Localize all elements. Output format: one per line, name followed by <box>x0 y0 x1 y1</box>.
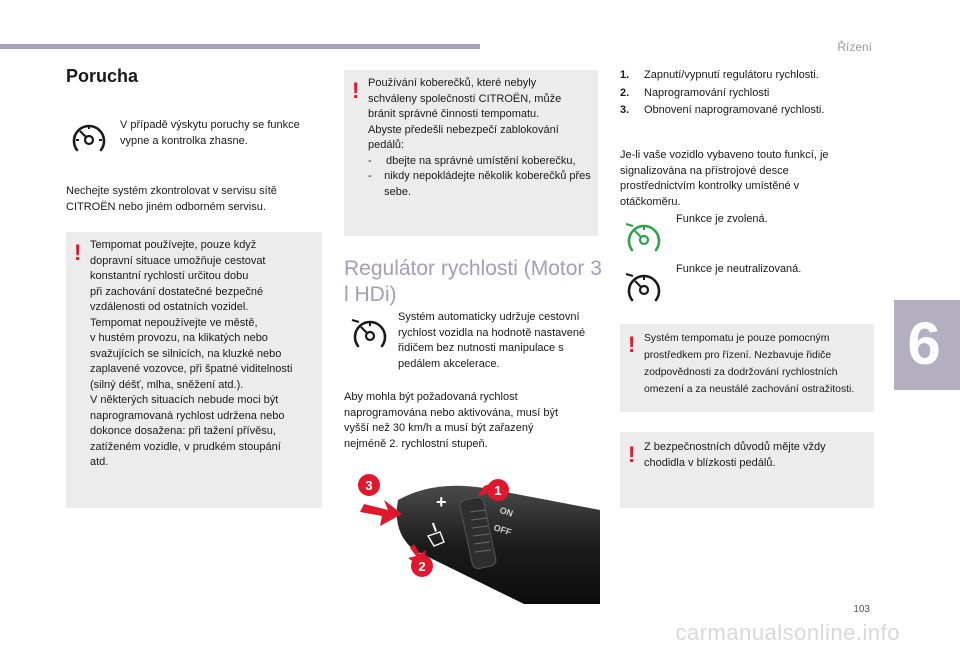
plus-mark: + <box>436 492 447 512</box>
warning-text-assist: Systém tempomatu je pouze pomocným prostředkem pro řízení. Nezbavuje řidiče zodpovědnosti za dodržování rychlostních omezení a za neustálé zachování ostražitosti. <box>644 333 855 395</box>
cruise-control-fault-icon <box>70 120 108 158</box>
chapter-number: 6 <box>907 310 941 377</box>
warning-mark: ! <box>628 332 636 357</box>
warning-box-usage <box>66 232 322 508</box>
fault-text: V případě výskytu poruchy se funkce vypne a kontrolka zhasne. <box>120 119 300 147</box>
cruise-neutral-icon <box>622 268 664 310</box>
warning-text-pedals: Z bezpečnostních důvodů mějte vždy chodidla v blízkosti pedálů. <box>644 441 826 469</box>
svg-text:1: 1 <box>494 483 502 498</box>
warning-box-assist <box>620 324 874 412</box>
warning-text-usage: Tempomat používejte, pouze když dopravní situace umožňuje cestovat konstantní rychlostí určitou dobu při zachování dostatečné bezpečné vzdálenosti od ostatních vozidel. Tempomat nepoužívejte ve městě, v hustém provozu, na klikatých nebo svažujících se silnicích, na kluzké nebo zaplavené vozovce, při špatné viditelnosti (silný déšť, mlha, sněžení atd.). V některých situacích nebude moci být naprogramovaná rychlost udržena nebo dokonce dosažena: při tažení přívěsu, zatíženém vozidle, v prudkém stoupání atd. <box>90 239 293 468</box>
on-label: ON <box>498 504 515 519</box>
fault-heading: Porucha <box>66 66 139 86</box>
controls-list <box>620 68 870 119</box>
speed-limiter-heading: Regulátor rychlosti (Motor 3 l HDi) <box>344 257 602 306</box>
watermark: carmanualsonline.info <box>675 620 900 645</box>
page-number: 103 <box>853 604 870 615</box>
list-item: 1. Zapnutí/vypnutí regulátoru rychlosti. <box>620 69 819 81</box>
selected-text: Funkce je zvolená. <box>676 213 768 225</box>
service-text: Nechejte systém zkontrolovat v servisu sítě CITROËN nebo jiném odborném servisu. <box>66 185 277 213</box>
off-label: OFF <box>492 522 513 538</box>
svg-text:3: 3 <box>365 478 373 493</box>
warning-box-pedals <box>620 432 874 508</box>
svg-text:2: 2 <box>418 559 426 574</box>
neutral-text: Funkce je neutralizovaná. <box>676 263 802 275</box>
top-accent-bar <box>0 44 480 49</box>
cruise-control-stalk-illustration <box>354 470 600 604</box>
warning-mark: ! <box>628 442 636 467</box>
cruise-control-icon <box>348 314 390 356</box>
warning-text-mats: Používání koberečků, které nebyly schváleny společností CITROËN, může bránit správné činnosti tempomatu. Abyste předešli nebezpečí zablokování pedálů: - dbejte na správné umístění koberečku, - nikdy nepokládejte několik koberečků přes sebe. <box>368 77 591 198</box>
list-item: 2. Naprogramování rychlosti <box>620 86 770 99</box>
warning-box-mats <box>344 70 598 236</box>
programming-text: Aby mohla být požadovaná rychlost naprogramována nebo aktivována, musí být vyšší než 30 km/h a musí být zařazený nejméně 2. rychlostní stupeň. <box>344 391 559 450</box>
section-title: Řízení <box>837 40 872 54</box>
arrow-3 <box>360 500 402 526</box>
dashboard-text: Je-li vaše vozidlo vybaveno touto funkcí, je signalizována na přístrojové desce prostřednictvím kontrolky umístěné v otáčkoměru. <box>620 149 829 208</box>
warning-mark: ! <box>74 240 82 265</box>
warning-mark: ! <box>352 78 360 103</box>
intro-text: Systém automaticky udržuje cestovní rychlost vozidla na hodnotě nastavené řidičem bez nutnosti manipulace s pedálem akcelerace. <box>398 311 586 370</box>
cruise-active-icon <box>622 218 664 260</box>
list-item: 3. Obnovení naprogramované rychlosti. <box>620 104 825 116</box>
minus-mark: − <box>423 518 446 536</box>
